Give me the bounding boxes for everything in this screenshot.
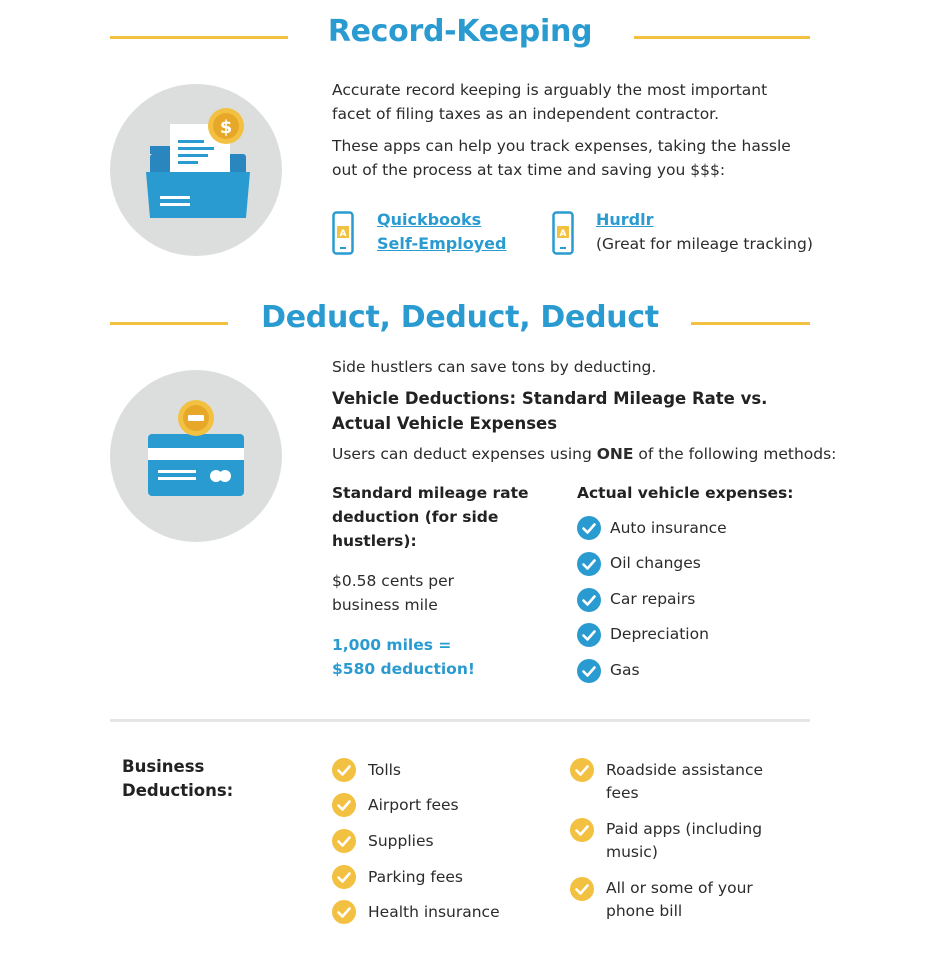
list-item: Airport fees bbox=[368, 796, 459, 814]
heading-rule-right bbox=[634, 36, 810, 39]
list-item: Paid apps (including music) bbox=[606, 820, 763, 861]
heading-rule-left bbox=[110, 322, 228, 325]
checkmark-icon bbox=[577, 623, 601, 647]
folder-icon bbox=[110, 84, 282, 256]
phone-app-icon bbox=[552, 211, 574, 255]
standard-mileage-heading: Standard mileage rate deduction (for side hustlers): bbox=[332, 484, 529, 550]
list-item: Tolls bbox=[368, 761, 402, 779]
checkmark-icon bbox=[332, 900, 356, 924]
vehicle-deductions-heading: Vehicle Deductions: Standard Mileage Rate vs. Actual Vehicle Expenses bbox=[332, 389, 768, 433]
business-deductions-label: Business Deductions: bbox=[122, 757, 234, 800]
checkmark-icon bbox=[332, 758, 356, 782]
app-link-quickbooks-line2[interactable]: Self-Employed bbox=[377, 234, 507, 253]
checkmark-icon bbox=[570, 877, 594, 901]
checkmark-icon bbox=[332, 829, 356, 853]
minus-coin-icon bbox=[176, 398, 216, 438]
checkmark-icon bbox=[577, 659, 601, 683]
section-divider bbox=[110, 719, 810, 722]
deduct-intro: Side hustlers can save tons by deducting. bbox=[332, 358, 657, 376]
checkmark-icon bbox=[577, 516, 601, 540]
app-link-hurdlr[interactable]: Hurdlr bbox=[596, 210, 654, 229]
methods-prefix: Users can deduct expenses using bbox=[332, 445, 597, 463]
methods-suffix: of the following methods: bbox=[633, 445, 837, 463]
app-hurdlr bbox=[596, 208, 813, 256]
standard-mileage-example: 1,000 miles = $580 deduction! bbox=[332, 636, 475, 678]
checkmark-icon bbox=[577, 552, 601, 576]
list-item: Auto insurance bbox=[610, 519, 727, 537]
list-item: Gas bbox=[610, 661, 640, 679]
app-link-quickbooks-line1[interactable]: Quickbooks bbox=[377, 210, 482, 229]
standard-mileage-rate: $0.58 cents per business mile bbox=[332, 572, 455, 614]
credit-card-icon bbox=[110, 370, 282, 542]
heading-rule-right bbox=[691, 322, 810, 325]
checkmark-icon bbox=[332, 793, 356, 817]
actual-expenses-heading: Actual vehicle expenses: bbox=[577, 484, 794, 502]
record-keeping-illustration bbox=[110, 84, 282, 256]
record-keeping-paragraph-1: Accurate record keeping is arguably the most important facet of filing taxes as an independent contractor. bbox=[332, 81, 768, 123]
list-item: Health insurance bbox=[368, 903, 500, 921]
dollar-coin-icon bbox=[206, 106, 246, 146]
list-item: Parking fees bbox=[368, 868, 463, 886]
heading-rule-left bbox=[110, 36, 288, 39]
app-link-quickbooks[interactable] bbox=[377, 208, 506, 256]
deduct-methods-text bbox=[332, 442, 852, 466]
checkmark-icon bbox=[577, 588, 601, 612]
app-hurdlr-note: (Great for mileage tracking) bbox=[596, 235, 813, 253]
svg-text:A: A bbox=[339, 229, 347, 239]
list-item: Supplies bbox=[368, 832, 434, 850]
methods-emphasis: ONE bbox=[596, 445, 634, 463]
checkmark-icon bbox=[332, 865, 356, 889]
list-item: Roadside assistance fees bbox=[606, 761, 764, 802]
record-keeping-paragraph-2: These apps can help you track expenses, taking the hassle out of the process at tax time and saving you $$$: bbox=[332, 137, 791, 179]
section-title-record-keeping: Record-Keeping bbox=[327, 14, 593, 49]
list-item: Car repairs bbox=[610, 590, 696, 608]
deduct-illustration bbox=[110, 370, 282, 542]
checkmark-icon bbox=[570, 758, 594, 782]
phone-app-icon bbox=[332, 211, 354, 255]
checkmark-icon bbox=[570, 818, 594, 842]
list-item: Depreciation bbox=[610, 625, 709, 643]
svg-text:A: A bbox=[559, 229, 567, 239]
list-item: All or some of your phone bill bbox=[606, 879, 753, 920]
svg-text:$: $ bbox=[219, 117, 233, 138]
list-item: Oil changes bbox=[610, 554, 701, 572]
section-title-deduct: Deduct, Deduct, Deduct bbox=[261, 300, 659, 335]
